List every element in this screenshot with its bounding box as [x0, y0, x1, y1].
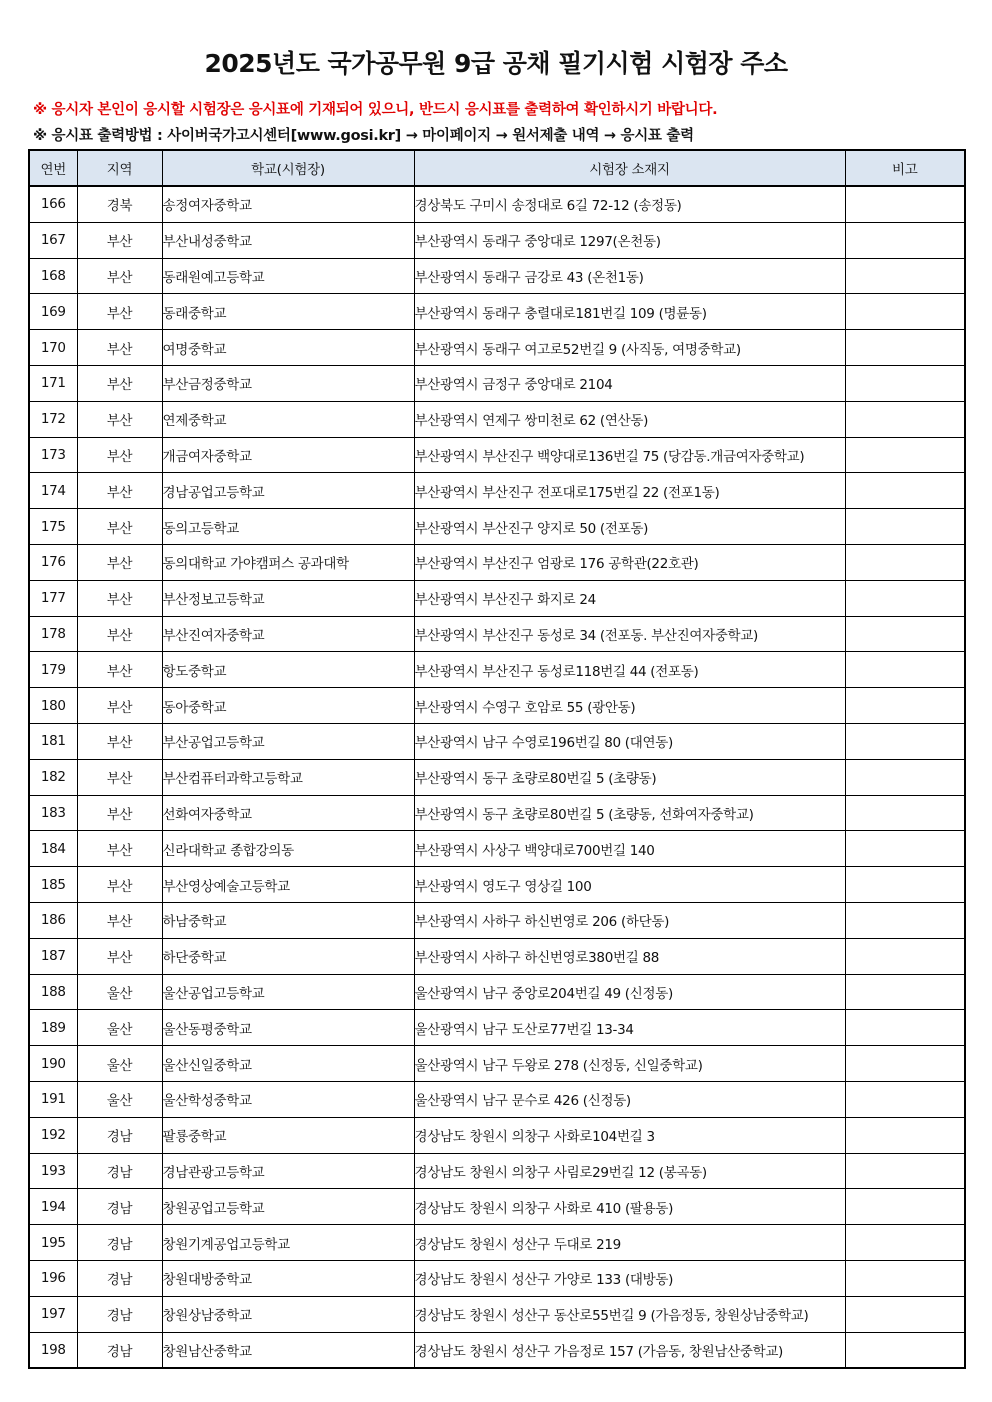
- cell-school: 항도중학교: [162, 652, 414, 688]
- cell-address: 경상남도 창원시 의창구 사화로 410 (팔용동): [414, 1189, 845, 1225]
- cell-note: [845, 1296, 965, 1332]
- cell-region: 부산: [77, 294, 162, 330]
- table-row: [29, 544, 965, 580]
- cell-school: 창원기계공업고등학교: [162, 1225, 414, 1261]
- cell-no: 174: [29, 473, 77, 509]
- cell-region: 부산: [77, 938, 162, 974]
- cell-address: 부산광역시 수영구 호암로 55 (광안동): [414, 688, 845, 724]
- cell-address: 경상남도 창원시 성산구 가양로 133 (대방동): [414, 1260, 845, 1296]
- cell-no: 167: [29, 222, 77, 258]
- cell-note: [845, 1260, 965, 1296]
- table-row: [29, 1081, 965, 1117]
- cell-region: 부산: [77, 330, 162, 366]
- cell-school: 송정여자중학교: [162, 186, 414, 222]
- cell-note: [845, 1153, 965, 1189]
- cell-school: 창원공업고등학교: [162, 1189, 414, 1225]
- cell-address: 경상남도 창원시 성산구 가음정로 157 (가음동, 창원남산중학교): [414, 1332, 845, 1368]
- cell-address: 부산광역시 영도구 영상길 100: [414, 867, 845, 903]
- cell-address: 부산광역시 부산진구 전포대로175번길 22 (전포1동): [414, 473, 845, 509]
- table-row: [29, 688, 965, 724]
- cell-school: 부산정보고등학교: [162, 580, 414, 616]
- cell-address: 울산광역시 남구 도산로77번길 13-34: [414, 1010, 845, 1046]
- header-no: 연번: [29, 150, 77, 186]
- table-row: [29, 902, 965, 938]
- cell-address: 부산광역시 부산진구 엄광로 176 공학관(22호관): [414, 544, 845, 580]
- cell-no: 178: [29, 616, 77, 652]
- cell-region: 부산: [77, 222, 162, 258]
- cell-region: 경북: [77, 186, 162, 222]
- cell-note: [845, 1081, 965, 1117]
- print-method-text: ※ 응시표 출력방법 : 사이버국가고시센터[www.gosi.kr] → 마이페이지 → 원서제출 내역 → 응시표 출력: [33, 128, 694, 144]
- table-row: [29, 401, 965, 437]
- table-row: [29, 294, 965, 330]
- cell-note: [845, 1010, 965, 1046]
- cell-no: 168: [29, 258, 77, 294]
- cell-note: [845, 1117, 965, 1153]
- cell-no: 188: [29, 974, 77, 1010]
- cell-note: [845, 1189, 965, 1225]
- cell-address: 부산광역시 사상구 백양대로700번길 140: [414, 831, 845, 867]
- cell-note: [845, 365, 965, 401]
- cell-region: 부산: [77, 473, 162, 509]
- cell-region: 경남: [77, 1117, 162, 1153]
- table-header-row: [29, 150, 965, 186]
- cell-school: 동아중학교: [162, 688, 414, 724]
- cell-school: 창원남산중학교: [162, 1332, 414, 1368]
- cell-region: 부산: [77, 688, 162, 724]
- cell-note: [845, 688, 965, 724]
- cell-no: 172: [29, 401, 77, 437]
- cell-region: 울산: [77, 1081, 162, 1117]
- table-row: [29, 938, 965, 974]
- cell-school: 창원대방중학교: [162, 1260, 414, 1296]
- table-row: [29, 652, 965, 688]
- cell-no: 183: [29, 795, 77, 831]
- cell-region: 부산: [77, 437, 162, 473]
- table-row: [29, 1010, 965, 1046]
- cell-address: 부산광역시 동래구 여고로52번길 9 (사직동, 여명중학교): [414, 330, 845, 366]
- cell-no: 189: [29, 1010, 77, 1046]
- cell-school: 선화여자중학교: [162, 795, 414, 831]
- cell-no: 185: [29, 867, 77, 903]
- cell-note: [845, 831, 965, 867]
- cell-school: 하남중학교: [162, 902, 414, 938]
- cell-school: 동래원예고등학교: [162, 258, 414, 294]
- table-row: [29, 1189, 965, 1225]
- table-row: [29, 795, 965, 831]
- cell-region: 부산: [77, 652, 162, 688]
- cell-region: 부산: [77, 795, 162, 831]
- header-region: 지역: [77, 150, 162, 186]
- table-row: [29, 723, 965, 759]
- cell-school: 개금여자중학교: [162, 437, 414, 473]
- cell-no: 193: [29, 1153, 77, 1189]
- cell-note: [845, 1332, 965, 1368]
- cell-address: 부산광역시 부산진구 화지로 24: [414, 580, 845, 616]
- header-address: 시험장 소재지: [414, 150, 845, 186]
- table-row: [29, 580, 965, 616]
- cell-address: 부산광역시 남구 수영로196번길 80 (대연동): [414, 723, 845, 759]
- cell-no: 182: [29, 759, 77, 795]
- exam-site-table: [28, 149, 966, 1369]
- cell-school: 울산학성중학교: [162, 1081, 414, 1117]
- table-row: [29, 1153, 965, 1189]
- cell-region: 부산: [77, 544, 162, 580]
- table-row: [29, 1332, 965, 1368]
- table-row: [29, 867, 965, 903]
- header-note: 비고: [845, 150, 965, 186]
- table-row: [29, 222, 965, 258]
- cell-address: 울산광역시 남구 두왕로 278 (신정동, 신일중학교): [414, 1046, 845, 1082]
- cell-region: 부산: [77, 723, 162, 759]
- cell-no: 197: [29, 1296, 77, 1332]
- cell-no: 181: [29, 723, 77, 759]
- cell-address: 부산광역시 연제구 쌍미천로 62 (연산동): [414, 401, 845, 437]
- cell-no: 175: [29, 509, 77, 545]
- cell-no: 198: [29, 1332, 77, 1368]
- cell-address: 경상남도 창원시 성산구 동산로55번길 9 (가음정동, 창원상남중학교): [414, 1296, 845, 1332]
- table-row: [29, 258, 965, 294]
- cell-note: [845, 652, 965, 688]
- cell-school: 하단중학교: [162, 938, 414, 974]
- cell-address: 부산광역시 금정구 중앙대로 2104: [414, 365, 845, 401]
- cell-region: 부산: [77, 867, 162, 903]
- cell-region: 부산: [77, 365, 162, 401]
- cell-address: 부산광역시 부산진구 동성로118번길 44 (전포동): [414, 652, 845, 688]
- cell-school: 부산내성중학교: [162, 222, 414, 258]
- table-row: [29, 831, 965, 867]
- cell-region: 경남: [77, 1296, 162, 1332]
- cell-no: 195: [29, 1225, 77, 1261]
- table-row: [29, 616, 965, 652]
- cell-note: [845, 509, 965, 545]
- cell-note: [845, 401, 965, 437]
- cell-region: 부산: [77, 509, 162, 545]
- cell-note: [845, 1046, 965, 1082]
- cell-school: 경남관광고등학교: [162, 1153, 414, 1189]
- cell-address: 울산광역시 남구 중앙로204번길 49 (신정동): [414, 974, 845, 1010]
- notice-text: ※ 응시자 본인이 응시할 시험장은 응시표에 기재되어 있으니, 반드시 응시표를 출력하여 확인하시기 바랍니다.: [33, 102, 718, 118]
- cell-note: [845, 544, 965, 580]
- cell-no: 170: [29, 330, 77, 366]
- cell-region: 부산: [77, 759, 162, 795]
- cell-school: 부산진여자중학교: [162, 616, 414, 652]
- cell-region: 부산: [77, 902, 162, 938]
- table-row: [29, 1225, 965, 1261]
- cell-address: 부산광역시 동래구 충렬대로181번길 109 (명륜동): [414, 294, 845, 330]
- cell-address: 부산광역시 사하구 하신번영로380번길 88: [414, 938, 845, 974]
- cell-no: 179: [29, 652, 77, 688]
- cell-note: [845, 186, 965, 222]
- cell-note: [845, 1225, 965, 1261]
- cell-note: [845, 473, 965, 509]
- cell-note: [845, 723, 965, 759]
- cell-address: 부산광역시 동구 초량로80번길 5 (초량동, 선화여자중학교): [414, 795, 845, 831]
- cell-school: 신라대학교 종합강의동: [162, 831, 414, 867]
- cell-no: 184: [29, 831, 77, 867]
- cell-address: 울산광역시 남구 문수로 426 (신정동): [414, 1081, 845, 1117]
- cell-region: 경남: [77, 1332, 162, 1368]
- cell-note: [845, 330, 965, 366]
- cell-address: 부산광역시 부산진구 백양대로136번길 75 (당감동.개금여자중학교): [414, 437, 845, 473]
- header-school: 학교(시험장): [162, 150, 414, 186]
- cell-no: 194: [29, 1189, 77, 1225]
- cell-note: [845, 974, 965, 1010]
- cell-note: [845, 294, 965, 330]
- cell-region: 경남: [77, 1260, 162, 1296]
- cell-school: 팔룡중학교: [162, 1117, 414, 1153]
- table-row: [29, 759, 965, 795]
- cell-note: [845, 759, 965, 795]
- cell-school: 부산영상예술고등학교: [162, 867, 414, 903]
- cell-school: 부산공업고등학교: [162, 723, 414, 759]
- cell-school: 동래중학교: [162, 294, 414, 330]
- cell-note: [845, 258, 965, 294]
- cell-note: [845, 938, 965, 974]
- cell-address: 경상남도 창원시 성산구 두대로 219: [414, 1225, 845, 1261]
- table-row: [29, 365, 965, 401]
- cell-no: 177: [29, 580, 77, 616]
- cell-note: [845, 902, 965, 938]
- cell-region: 울산: [77, 1046, 162, 1082]
- cell-school: 울산신일중학교: [162, 1046, 414, 1082]
- cell-address: 부산광역시 동래구 중앙대로 1297(온천동): [414, 222, 845, 258]
- table-row: [29, 1117, 965, 1153]
- cell-region: 울산: [77, 974, 162, 1010]
- cell-region: 부산: [77, 616, 162, 652]
- table-row: [29, 186, 965, 222]
- cell-no: 169: [29, 294, 77, 330]
- cell-no: 196: [29, 1260, 77, 1296]
- cell-address: 부산광역시 동래구 금강로 43 (온천1동): [414, 258, 845, 294]
- table-row: [29, 509, 965, 545]
- cell-address: 부산광역시 동구 초량로80번길 5 (초량동): [414, 759, 845, 795]
- table-body: [29, 186, 965, 1368]
- cell-school: 부산컴퓨터과학고등학교: [162, 759, 414, 795]
- table-row: [29, 974, 965, 1010]
- cell-no: 171: [29, 365, 77, 401]
- cell-address: 부산광역시 부산진구 양지로 50 (전포동): [414, 509, 845, 545]
- cell-region: 울산: [77, 1010, 162, 1046]
- cell-school: 동의대학교 가야캠퍼스 공과대학: [162, 544, 414, 580]
- table-row: [29, 1296, 965, 1332]
- table-row: [29, 1260, 965, 1296]
- cell-note: [845, 795, 965, 831]
- cell-no: 166: [29, 186, 77, 222]
- cell-no: 191: [29, 1081, 77, 1117]
- cell-no: 186: [29, 902, 77, 938]
- cell-address: 경상북도 구미시 송정대로 6길 72-12 (송정동): [414, 186, 845, 222]
- cell-note: [845, 580, 965, 616]
- cell-region: 부산: [77, 401, 162, 437]
- cell-no: 187: [29, 938, 77, 974]
- cell-school: 여명중학교: [162, 330, 414, 366]
- cell-note: [845, 867, 965, 903]
- cell-address: 부산광역시 사하구 하신번영로 206 (하단동): [414, 902, 845, 938]
- cell-no: 190: [29, 1046, 77, 1082]
- table-row: [29, 1046, 965, 1082]
- cell-address: 부산광역시 부산진구 동성로 34 (전포동. 부산진여자중학교): [414, 616, 845, 652]
- cell-region: 부산: [77, 580, 162, 616]
- cell-region: 부산: [77, 831, 162, 867]
- cell-no: 173: [29, 437, 77, 473]
- table-row: [29, 473, 965, 509]
- cell-note: [845, 222, 965, 258]
- cell-school: 부산금정중학교: [162, 365, 414, 401]
- cell-no: 176: [29, 544, 77, 580]
- cell-no: 192: [29, 1117, 77, 1153]
- cell-school: 울산공업고등학교: [162, 974, 414, 1010]
- cell-no: 180: [29, 688, 77, 724]
- table-row: [29, 437, 965, 473]
- cell-school: 울산동평중학교: [162, 1010, 414, 1046]
- cell-school: 동의고등학교: [162, 509, 414, 545]
- cell-school: 창원상남중학교: [162, 1296, 414, 1332]
- cell-address: 경상남도 창원시 의창구 사림로29번길 12 (봉곡동): [414, 1153, 845, 1189]
- cell-region: 경남: [77, 1153, 162, 1189]
- cell-school: 경남공업고등학교: [162, 473, 414, 509]
- cell-note: [845, 437, 965, 473]
- cell-address: 경상남도 창원시 의창구 사화로104번길 3: [414, 1117, 845, 1153]
- cell-school: 연제중학교: [162, 401, 414, 437]
- page-title: 2025년도 국가공무원 9급 공채 필기시험 시험장 주소: [204, 49, 788, 78]
- cell-region: 경남: [77, 1189, 162, 1225]
- cell-region: 부산: [77, 258, 162, 294]
- table-row: [29, 330, 965, 366]
- cell-note: [845, 616, 965, 652]
- cell-region: 경남: [77, 1225, 162, 1261]
